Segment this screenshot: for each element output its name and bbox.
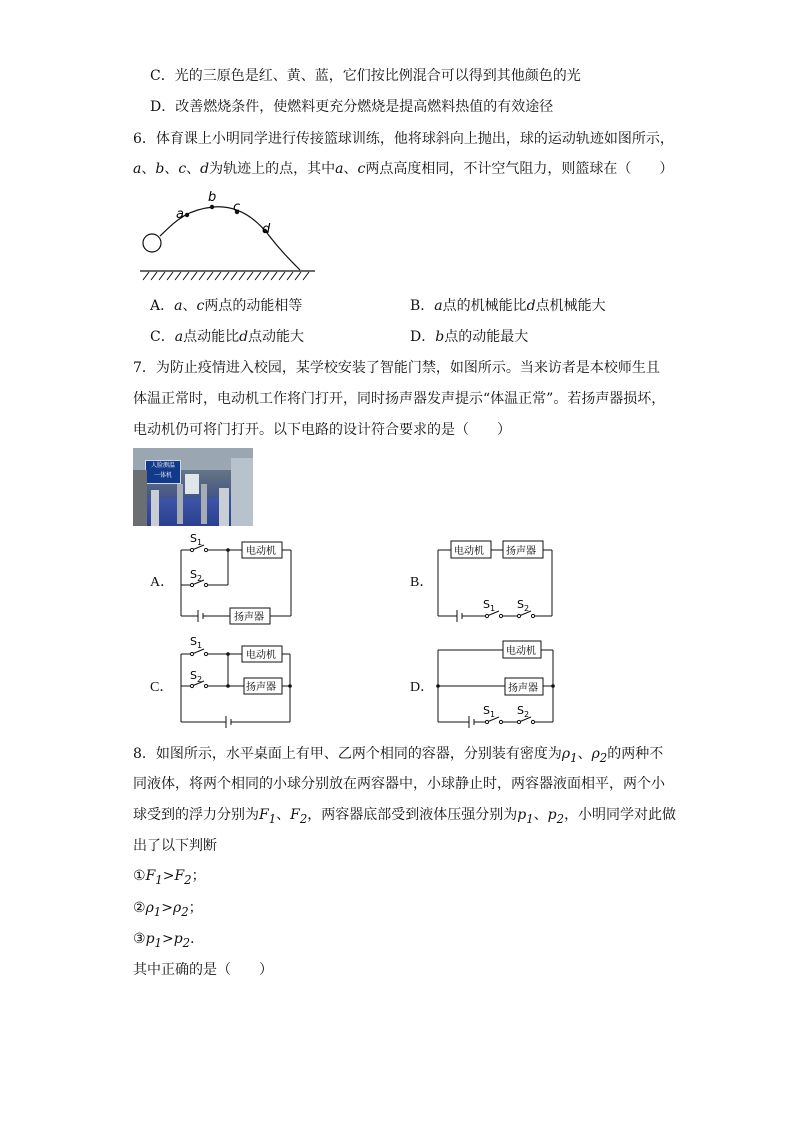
semicolon: ；	[191, 868, 206, 884]
q8-question-end: 其中正确的是（ ）	[133, 962, 273, 978]
q6-text: 两点高度相同，不计空气阻力，则篮球在（ ）	[365, 161, 674, 177]
circuit-b[interactable]	[435, 536, 557, 622]
q6-var-b: b	[435, 329, 445, 345]
q6-var-a: a	[133, 161, 142, 177]
q8-sep: 、	[533, 807, 548, 823]
q6-sep: 、	[343, 161, 358, 177]
option-letter: C．	[150, 329, 175, 345]
gate-post-3	[201, 484, 207, 524]
option-text: 两点的动能相等	[204, 298, 303, 314]
circuit-c[interactable]	[176, 636, 296, 728]
switch-s2-label: $S_2$	[190, 669, 203, 684]
subscript: 1	[526, 811, 534, 826]
force-symbol: F	[259, 807, 269, 823]
q6-var-a: a	[174, 329, 184, 345]
force-symbol: F	[174, 868, 185, 884]
q5-option-d[interactable]: D．改善燃烧条件，使燃料更充分燃烧是提高燃料热值的有效途径	[150, 99, 554, 115]
q6-stem-line2	[133, 159, 673, 179]
option-text: 点动能比	[183, 329, 240, 345]
gate-post-4	[219, 488, 229, 526]
circuit-a[interactable]	[176, 532, 296, 624]
gt-sign: >	[161, 900, 173, 916]
subscript: 2	[181, 904, 189, 919]
q6-var-d: d	[200, 161, 210, 177]
option-text: 点的动能最大	[444, 329, 529, 345]
force-symbol: F	[145, 868, 156, 884]
subscript: 1	[268, 811, 277, 826]
q6-var-c: c	[196, 298, 205, 314]
q6-var-c: c	[357, 161, 366, 177]
motor-label: 电动机	[246, 650, 276, 661]
motor-label: 电动机	[246, 546, 276, 557]
q8-judgement-3	[133, 929, 204, 953]
force-symbol: F	[290, 807, 300, 823]
circuit-d-label: D．	[410, 680, 435, 695]
point-a-label: a	[176, 207, 184, 222]
gt-sign: >	[161, 931, 174, 947]
q7-stem-line1: 7．为防止疫情进入校园，某学校安装了智能门禁，如图所示。当来访者是本校师生且	[133, 360, 660, 376]
period: ．	[190, 931, 205, 947]
q6-var-a: a	[434, 298, 443, 314]
ground-hatching	[143, 272, 309, 280]
q8-sep: 、	[577, 746, 592, 762]
q8-text: 的两种不	[607, 746, 664, 762]
pressure-symbol: p	[517, 807, 527, 823]
q8-judgement-2	[133, 898, 203, 922]
q8-stem-line4: 出了以下判断	[133, 838, 217, 854]
option-letter: D．	[410, 329, 436, 345]
q8-text: ，两容器底部受到液体压强分别为	[307, 807, 518, 823]
q8-sep: 、	[276, 807, 291, 823]
circuit-c-label: C．	[150, 680, 174, 695]
photo-sign-line2: 一体机	[153, 472, 172, 479]
switch-s1-label: $S_1$	[483, 704, 496, 719]
basketball	[143, 234, 161, 252]
rho-symbol: ρ	[591, 746, 600, 762]
point-c-label: c	[233, 200, 241, 215]
q6-var-c: c	[178, 161, 187, 177]
switch-s2-label: $S_2$	[517, 598, 530, 613]
rho-symbol: ρ	[172, 900, 182, 916]
gate-post-2	[177, 484, 183, 524]
motor-label: 电动机	[454, 546, 484, 557]
option-text: 点机械能大	[535, 298, 606, 314]
q6-var-a: a	[335, 161, 344, 177]
option-letter: B．	[410, 298, 435, 314]
speaker-label: 扬声器	[506, 546, 536, 557]
switch-s1-label: $S_1$	[190, 532, 203, 547]
q6-sep: 、	[164, 161, 179, 177]
gate-post-1	[151, 490, 159, 526]
rho-symbol: ρ	[145, 900, 154, 916]
q6-option-c[interactable]	[150, 327, 304, 347]
q6-var-a: a	[174, 298, 183, 314]
q6-sep: 、	[182, 298, 197, 314]
q7-stem-line3: 电动机仍可将门打开。以下电路的设计符合要求的是（ ）	[133, 422, 511, 438]
subscript: 1	[570, 750, 578, 765]
q6-option-b[interactable]	[410, 296, 606, 316]
q6-sep: 、	[141, 161, 156, 177]
gate-photo	[133, 448, 253, 526]
speaker-label: 扬声器	[234, 612, 264, 623]
circled-number: ③	[133, 931, 146, 947]
subscript: 1	[154, 935, 162, 950]
rho-symbol: ρ	[561, 746, 571, 762]
subscript: 2	[184, 872, 192, 887]
pressure-symbol: p	[145, 931, 155, 947]
q5-option-c[interactable]: C．光的三原色是红、黄、蓝，它们按比例混合可以得到其他颜色的光	[150, 68, 581, 84]
switch-s1-label: $S_1$	[190, 635, 203, 650]
circuit-a-label: A．	[150, 575, 175, 590]
switch-s2-label: $S_2$	[190, 568, 203, 583]
subscript: 1	[155, 872, 163, 887]
q6-var-d: d	[526, 298, 536, 314]
speaker-label: 扬声器	[508, 683, 538, 694]
q8-stem-line3	[133, 805, 676, 829]
motor-label: 电动机	[506, 646, 536, 657]
circuit-d[interactable]	[435, 636, 557, 728]
pressure-symbol: p	[173, 931, 183, 947]
photo-sign	[145, 460, 181, 484]
circled-number: ①	[133, 868, 146, 884]
subscript: 2	[182, 935, 191, 950]
q6-option-d[interactable]	[410, 327, 528, 347]
point-d-label: d	[262, 222, 271, 237]
photo-wall-right	[231, 458, 253, 526]
q8-text: ，小明同学对此做	[564, 807, 677, 823]
q8-text: 球受到的浮力分别为	[133, 807, 259, 823]
circled-number: ②	[133, 900, 146, 916]
point-b-dot	[210, 205, 214, 209]
photo-wall-left	[133, 470, 147, 526]
option-text: 点的机械能比	[442, 298, 527, 314]
speaker-label: 扬声器	[246, 682, 276, 693]
subscript: 2	[556, 811, 565, 826]
q6-var-d: d	[239, 329, 249, 345]
q6-sep: 、	[186, 161, 201, 177]
option-text: 点动能大	[248, 329, 305, 345]
q8-stem-line1	[133, 744, 663, 768]
pressure-symbol: p	[547, 807, 557, 823]
subscript: 2	[599, 750, 608, 765]
point-a-dot	[185, 213, 189, 217]
q8-judgement-1	[133, 866, 206, 890]
gt-sign: >	[162, 868, 175, 884]
photo-door	[185, 474, 199, 494]
subscript: 2	[299, 811, 308, 826]
semicolon: ；	[188, 900, 203, 916]
q8-stem-line2: 同液体，将两个相同的小球分别放在两容器中，小球静止时，两容器液面相平，两个小	[133, 776, 665, 792]
switch-s1-label: $S_1$	[483, 598, 496, 613]
subscript: 1	[153, 904, 162, 919]
q8-text: 8．如图所示，水平桌面上有甲、乙两个相同的容器，分别装有密度为	[133, 746, 562, 762]
q6-text: 为轨迹上的点，其中	[209, 161, 336, 177]
switch-s2-label: $S_2$	[517, 704, 530, 719]
q6-stem-line1: 6．体育课上小明同学进行传接篮球训练，他将球斜向上抛出，球的运动轨迹如图所示，	[133, 131, 674, 147]
q6-var-b: b	[155, 161, 165, 177]
option-letter: A．	[150, 298, 175, 314]
q7-stem-line2: 体温正常时，电动机工作将门打开，同时扬声器发声提示“体温正常”。若扬声器损坏，	[133, 391, 666, 407]
point-b-label: b	[208, 190, 217, 205]
circuit-b-label: B．	[410, 575, 434, 590]
q6-option-a[interactable]	[150, 296, 302, 316]
photo-sign-line1: 人脸测温	[150, 462, 175, 469]
q6-trajectory-figure	[135, 188, 325, 283]
